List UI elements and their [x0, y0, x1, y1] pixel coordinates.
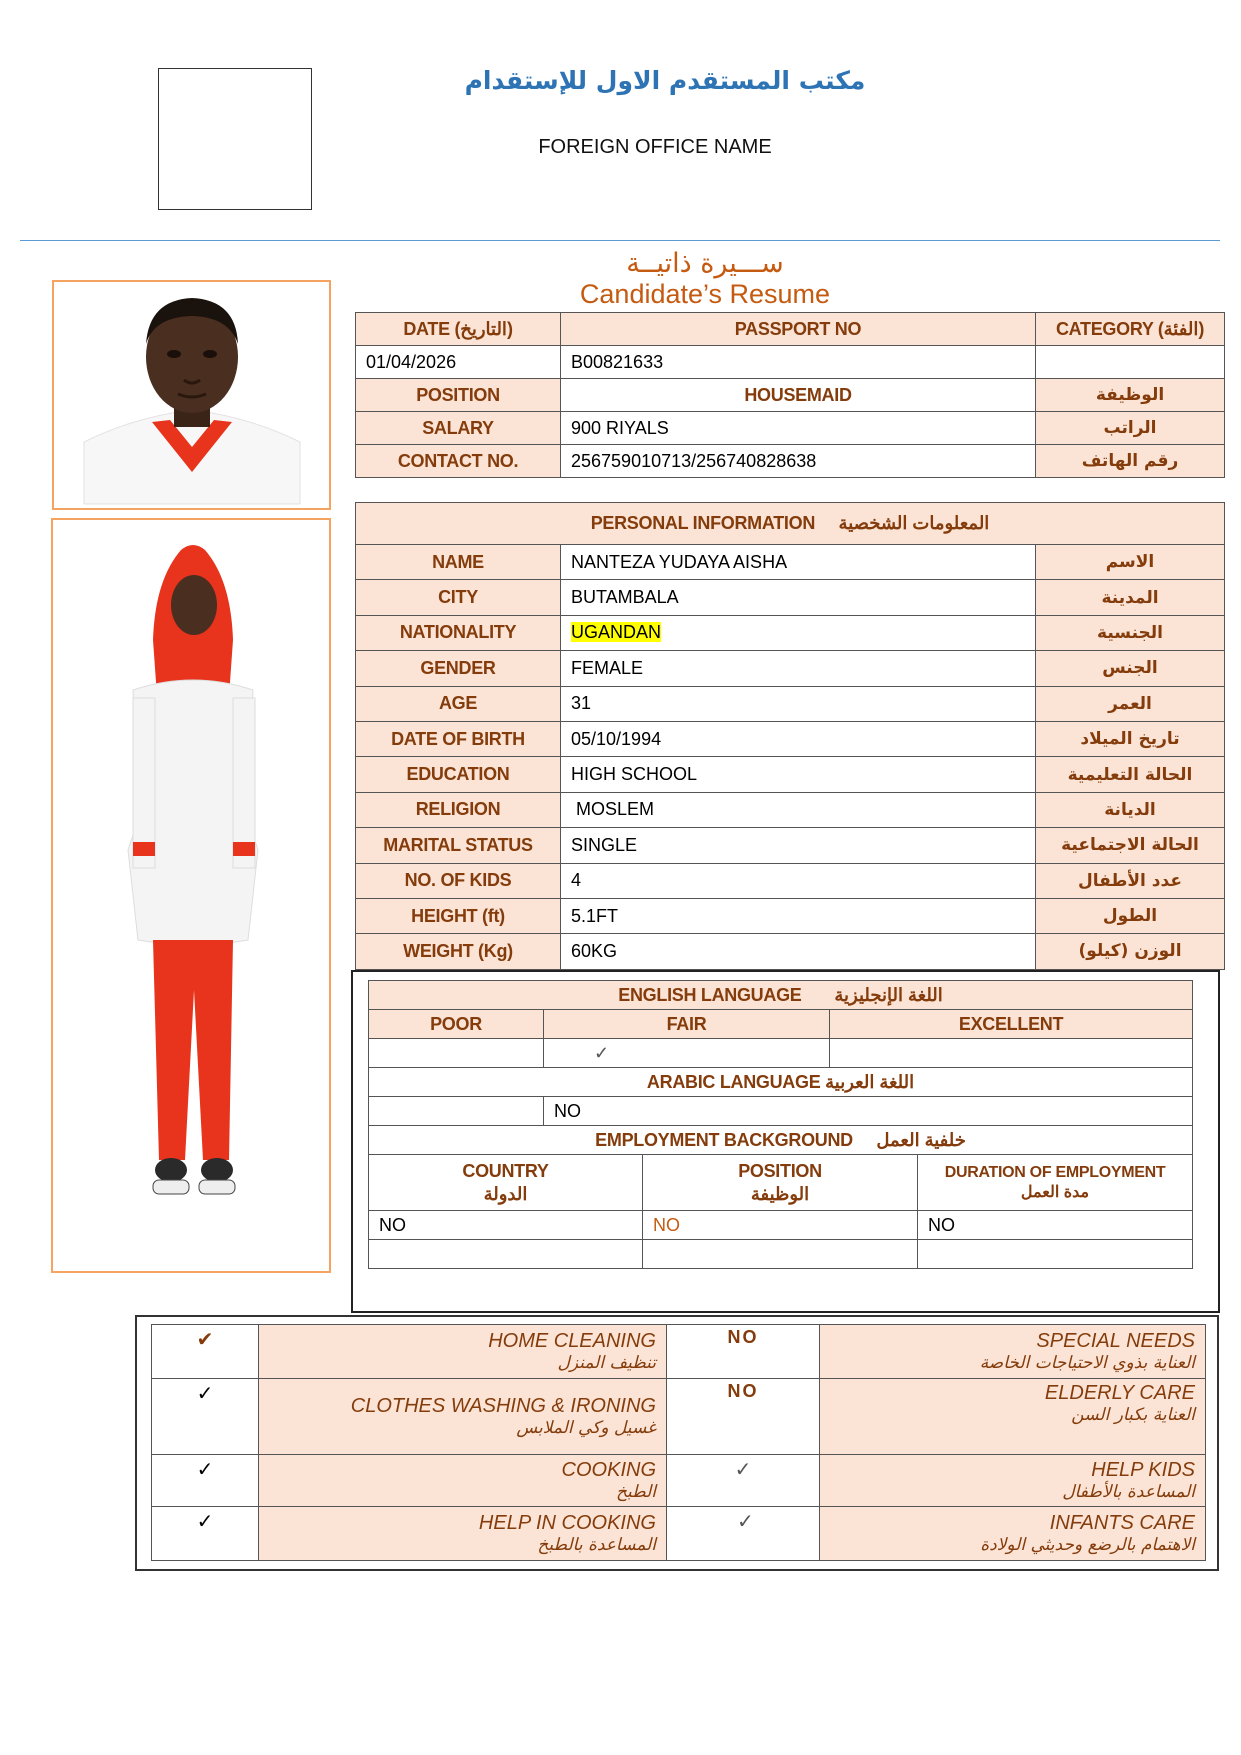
summary-value-row [356, 346, 1225, 379]
salary-value: 900 RIYALS [561, 412, 1036, 445]
personal-info-header [356, 503, 1225, 545]
personal-info-table [355, 502, 1225, 970]
personal-row-city [356, 580, 1225, 615]
position-value: HOUSEMAID [561, 379, 1036, 412]
skill-label-ar: الطبخ [616, 1482, 656, 1503]
dob-value: 05/10/1994 [561, 721, 1036, 756]
help-cooking-check-icon: ✓ [152, 1507, 259, 1561]
employment-columns-row [369, 1155, 1193, 1211]
nationality-label-ar: الجنسية [1036, 615, 1225, 650]
excellent-label: EXCELLENT [830, 1010, 1193, 1039]
clothes-washing-check-icon: ✓ [152, 1379, 259, 1455]
skill-label-en: ELDERLY CARE [1044, 1382, 1195, 1404]
weight-label: WEIGHT (Kg) [356, 934, 561, 969]
home-cleaning-check-icon: ✔ [152, 1325, 259, 1379]
skill-home-cleaning [259, 1325, 667, 1379]
contact-row [356, 445, 1225, 478]
english-header-row [369, 981, 1193, 1010]
skill-help-kids [820, 1455, 1206, 1507]
english-header-ar: اللغة الإنجليزية [834, 984, 943, 1005]
skills-table [151, 1324, 1206, 1561]
skill-row [152, 1507, 1206, 1561]
gender-label: GENDER [356, 651, 561, 686]
skill-label-ar: غسيل وكي الملابس [516, 1418, 656, 1439]
summary-table [355, 312, 1225, 478]
contact-label: CONTACT NO. [356, 445, 561, 478]
personal-row-height [356, 898, 1225, 933]
nationality-value: UGANDAN [571, 622, 662, 643]
skill-help-in-cooking [259, 1507, 667, 1561]
office-name-arabic: مكتب المستقدم الاول للإستقدام [464, 66, 866, 95]
personal-row-kids [356, 863, 1225, 898]
empty-cell [918, 1240, 1193, 1269]
empty-cell [369, 1240, 643, 1269]
religion-value: MOSLEM [561, 792, 1036, 827]
position-label-ar: الوظيفة [1036, 379, 1225, 412]
city-label-ar: المدينة [1036, 580, 1225, 615]
language-employment-table [368, 980, 1193, 1269]
empty-cell [643, 1240, 918, 1269]
skill-label-ar: تنظيف المنزل [557, 1353, 656, 1374]
excellent-value [830, 1039, 1193, 1068]
skill-row [152, 1379, 1206, 1455]
arabic-header-ar: اللغة العربية [825, 1071, 915, 1092]
passport-label: PASSPORT NO [561, 313, 1036, 346]
skill-label-en: HELP IN COOKING [478, 1512, 656, 1535]
date-label: DATE (التاريخ) [356, 313, 561, 346]
english-header-en: ENGLISH LANGUAGE [618, 984, 802, 1005]
employment-empty-row [369, 1240, 1193, 1269]
city-value: BUTAMBALA [561, 580, 1036, 615]
kids-label: NO. OF KIDS [356, 863, 561, 898]
skill-label-ar: المساعدة بالطبخ [537, 1535, 656, 1556]
education-label-ar: الحالة التعليمية [1036, 757, 1225, 792]
special-needs-mark: NO [667, 1325, 820, 1379]
marital-label: MARITAL STATUS [356, 828, 561, 863]
category-value [1036, 346, 1225, 379]
personal-row-education [356, 757, 1225, 792]
employment-values-row [369, 1211, 1193, 1240]
employment-header-ar: خلفية العمل [876, 1129, 966, 1150]
duration-value: NO [918, 1211, 1193, 1240]
infants-care-check-icon: ✓ [667, 1507, 820, 1561]
dob-label-ar: تاريخ الميلاد [1036, 721, 1225, 756]
dob-label: DATE OF BIRTH [356, 721, 561, 756]
personal-info-header-en: PERSONAL INFORMATION [590, 513, 816, 533]
country-value: NO [369, 1211, 643, 1240]
name-value: NANTEZA YUDAYA AISHA [561, 545, 1036, 580]
marital-label-ar: الحالة الاجتماعية [1036, 828, 1225, 863]
arabic-header [369, 1068, 1193, 1097]
kids-value: 4 [561, 863, 1036, 898]
skill-row [152, 1325, 1206, 1379]
skill-label-ar: العناية بذوي الاحتياجات الخاصة [979, 1353, 1195, 1374]
personal-row-dob [356, 721, 1225, 756]
nationality-label: NATIONALITY [356, 615, 561, 650]
employment-header-en: EMPLOYMENT BACKGROUND [595, 1129, 853, 1150]
skill-cooking [259, 1455, 667, 1507]
full-body-photo [51, 518, 331, 1273]
personal-row-name [356, 545, 1225, 580]
full-body-illustration [53, 520, 329, 1271]
personal-row-marital [356, 828, 1225, 863]
country-label-en: COUNTRY [462, 1161, 549, 1181]
arabic-header-en: ARABIC LANGUAGE [646, 1071, 821, 1092]
name-label-ar: الاسم [1036, 545, 1225, 580]
salary-label: SALARY [356, 412, 561, 445]
gender-label-ar: الجنس [1036, 651, 1225, 686]
height-label: HEIGHT (ft) [356, 898, 561, 933]
header-divider [20, 240, 1220, 241]
personal-info-header-ar: المعلومات الشخصية [838, 513, 990, 533]
skill-special-needs [820, 1325, 1206, 1379]
emp-position-value: NO [643, 1211, 918, 1240]
weight-value: 60KG [561, 934, 1036, 969]
education-label: EDUCATION [356, 757, 561, 792]
poor-label: POOR [369, 1010, 544, 1039]
category-label: CATEGORY (الفئة) [1036, 313, 1225, 346]
salary-label-ar: الراتب [1036, 412, 1225, 445]
salary-row [356, 412, 1225, 445]
summary-header-row [356, 313, 1225, 346]
position-row [356, 379, 1225, 412]
cooking-check-icon: ✓ [152, 1455, 259, 1507]
skill-label-en: COOKING [561, 1459, 656, 1482]
arabic-values-row [369, 1097, 1193, 1126]
english-header [369, 981, 1193, 1010]
religion-label-ar: الديانة [1036, 792, 1225, 827]
resume-title-arabic: ســـيرة ذاتيــة [626, 248, 784, 279]
skill-label-ar: المساعدة بالأطفال [1062, 1482, 1195, 1503]
duration-column-header [918, 1155, 1193, 1211]
skill-label-en: HOME CLEANING [488, 1330, 656, 1353]
arabic-empty-cell [369, 1097, 544, 1126]
office-logo-box [158, 68, 312, 210]
employment-header [369, 1126, 1193, 1155]
english-levels-row [369, 1010, 1193, 1039]
skill-label-en: HELP KIDS [1091, 1459, 1195, 1482]
age-label: AGE [356, 686, 561, 721]
office-name-english: FOREIGN OFFICE NAME [538, 136, 772, 158]
weight-label-ar: الوزن (كيلو) [1036, 934, 1225, 969]
contact-label-ar: رقم الهاتف [1036, 445, 1225, 478]
age-label-ar: العمر [1036, 686, 1225, 721]
employment-header-row [369, 1126, 1193, 1155]
position-label: POSITION [356, 379, 561, 412]
help-kids-check-icon: ✓ [667, 1455, 820, 1507]
skill-label-en: INFANTS CARE [1049, 1512, 1195, 1535]
emp-position-label-en: POSITION [738, 1161, 822, 1181]
marital-value: SINGLE [561, 828, 1036, 863]
education-value: HIGH SCHOOL [561, 757, 1036, 792]
date-value: 01/04/2026 [356, 346, 561, 379]
name-label: NAME [356, 545, 561, 580]
country-column-header [369, 1155, 643, 1211]
skill-label-en: CLOTHES WASHING & IRONING [350, 1395, 656, 1418]
personal-row-age [356, 686, 1225, 721]
personal-row-weight [356, 934, 1225, 969]
english-values-row [369, 1039, 1193, 1068]
gender-value: FEMALE [561, 651, 1036, 686]
duration-label-en: DURATION OF EMPLOYMENT [944, 1163, 1166, 1181]
personal-row-religion [356, 792, 1225, 827]
skill-label-ar: العناية بكبار السن [1071, 1405, 1195, 1425]
fair-check-icon: ✓ [544, 1039, 830, 1068]
contact-value: 256759010713/256740828638 [561, 445, 1036, 478]
age-value: 31 [561, 686, 1036, 721]
personal-info-header-row [356, 503, 1225, 545]
country-label-ar: الدولة [483, 1183, 528, 1204]
resume-title-english: Candidate’s Resume [579, 279, 831, 309]
religion-label: RELIGION [356, 792, 561, 827]
emp-position-label-ar: الوظيفة [750, 1183, 810, 1204]
fair-label: FAIR [544, 1010, 830, 1039]
portrait-illustration [54, 282, 329, 508]
personal-row-gender [356, 651, 1225, 686]
city-label: CITY [356, 580, 561, 615]
elderly-care-mark: NO [667, 1379, 820, 1455]
skill-elderly-care [820, 1379, 1206, 1455]
arabic-header-row [369, 1068, 1193, 1097]
skill-infants-care [820, 1507, 1206, 1561]
height-value: 5.1FT [561, 898, 1036, 933]
portrait-photo [52, 280, 331, 510]
duration-label-ar: مدة العمل [1020, 1183, 1090, 1201]
personal-row-nationality [356, 615, 1225, 650]
nationality-cell [561, 615, 1036, 650]
poor-value [369, 1039, 544, 1068]
skill-label-en: SPECIAL NEEDS [1036, 1330, 1195, 1353]
position-column-header [643, 1155, 918, 1211]
skill-clothes-washing [259, 1379, 667, 1455]
skill-label-ar: الاهتمام بالرضع وحديثي الولادة [980, 1535, 1195, 1556]
skill-row [152, 1455, 1206, 1507]
height-label-ar: الطول [1036, 898, 1225, 933]
arabic-value: NO [544, 1097, 1193, 1126]
kids-label-ar: عدد الأطفال [1036, 863, 1225, 898]
passport-value: B00821633 [561, 346, 1036, 379]
